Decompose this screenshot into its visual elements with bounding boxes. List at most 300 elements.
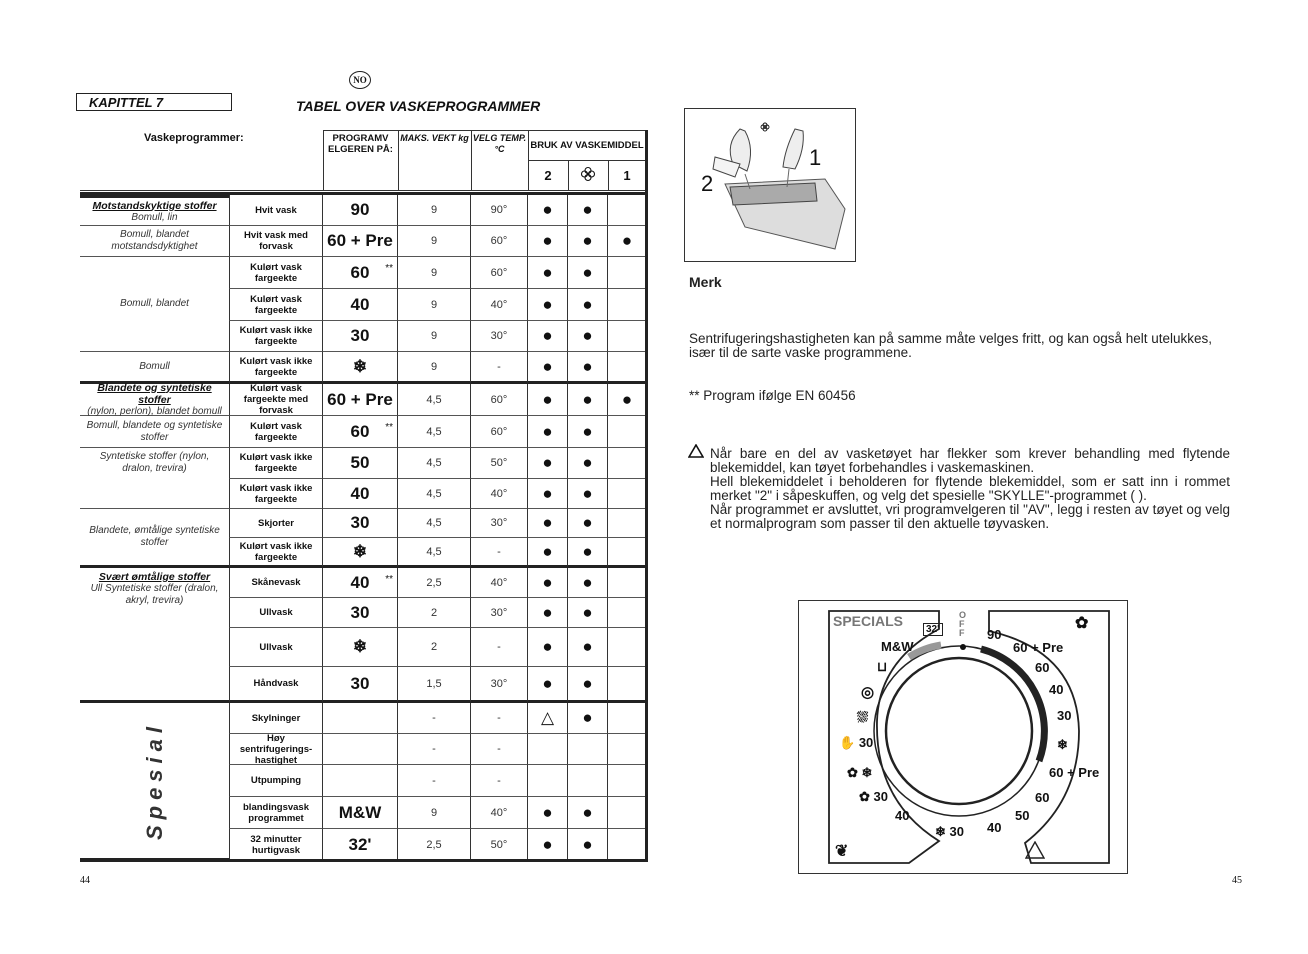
row-14-prog-text: Ullvask <box>259 641 293 653</box>
row-16-prog <box>229 703 323 734</box>
row-11-kg-text: 4,5 <box>426 545 442 558</box>
row-6-prog <box>229 384 323 416</box>
row-12-temp-text: 40° <box>490 576 508 589</box>
row-11-d3-text: ● <box>582 541 593 561</box>
row-6-d2 <box>528 384 568 416</box>
row-14-d1 <box>608 628 647 667</box>
dial-wool-leaf-icon: ❦ <box>835 843 849 860</box>
row-15-d2 <box>528 667 568 703</box>
header-det-1: 1 <box>608 161 646 191</box>
row-20-d2 <box>528 829 568 861</box>
row-16-kg <box>398 703 471 734</box>
dial-label-50: 50 <box>1015 808 1030 823</box>
category-6 <box>80 448 229 509</box>
row-11-prog <box>229 538 323 568</box>
row-12-star: ** <box>385 574 393 585</box>
row-2-d1 <box>608 257 647 289</box>
category-1 <box>80 226 229 257</box>
row-6-prog-text: Kulørt vask fargeekte med forvask <box>243 383 309 416</box>
row-3-kg <box>398 289 471 321</box>
row-4-d2 <box>528 321 568 352</box>
row-8-d2-text: ● <box>542 453 553 472</box>
row-11-temp <box>471 538 528 568</box>
row-6-knob-text: 60 + Pre <box>327 389 393 409</box>
row-14-d2 <box>528 628 568 667</box>
row-7-kg <box>398 416 471 448</box>
row-5-d3 <box>568 352 608 384</box>
row-19-prog <box>229 797 323 829</box>
row-14-knob <box>323 628 398 667</box>
row-17-knob <box>323 734 398 765</box>
category-8-text: Ull Syntetiske stoffer (dralon, akryl, trevira) <box>90 583 219 606</box>
row-0-d2 <box>528 195 568 226</box>
row-11-kg <box>398 538 471 568</box>
bleach-note-a: Når bare en del av vasketøyet har flekker som krever behandling med flytende blekemiddel, kan tøyet forbehandles i vaskemaskinen. <box>710 446 1230 475</box>
row-3-d1 <box>608 289 647 321</box>
row-8-d2 <box>528 448 568 479</box>
note-spin-speed: Sentrifugeringshastigheten kan på samme måte velges fritt, og kan også helt utelukkes, især til de sarte vaske programmene. <box>689 331 1213 360</box>
row-6-d3 <box>568 384 608 416</box>
row-7-d3-text: ● <box>582 421 593 441</box>
row-6-temp <box>471 384 528 416</box>
row-2-prog <box>229 257 323 289</box>
row-0-prog-text: Hvit vask <box>255 204 297 216</box>
row-9-temp <box>471 479 528 509</box>
row-10-temp-text: 30° <box>490 517 508 529</box>
row-10-knob <box>323 509 398 538</box>
row-15-knob <box>323 667 398 703</box>
row-20-kg <box>398 829 471 861</box>
row-17-kg-text: - <box>432 743 436 755</box>
row-12-d3-text: ● <box>582 572 593 592</box>
row-4-d1 <box>608 321 647 352</box>
header-temp: VELG TEMP. °C <box>471 131 528 191</box>
row-13-prog-text: Ullvask <box>259 607 293 618</box>
row-5-knob-text: ❄ <box>352 356 368 376</box>
dial-label-60pre: 60 + Pre <box>1013 640 1064 655</box>
row-20-knob <box>323 829 398 861</box>
row-5-temp <box>471 352 528 384</box>
row-17-d1 <box>608 734 647 765</box>
category-0-text: Bomull, lin <box>131 211 178 223</box>
row-16-d1 <box>608 703 647 734</box>
row-19-d3 <box>568 797 608 829</box>
dial-label-40-delicate: 40 <box>895 808 910 823</box>
row-10-d2 <box>528 509 568 538</box>
row-20-d2-text: ● <box>542 834 553 854</box>
row-9-d2 <box>528 479 568 509</box>
row-8-d1 <box>608 448 647 479</box>
row-17-kg <box>398 734 471 765</box>
row-14-kg-text: 2 <box>430 641 438 653</box>
row-1-temp <box>471 226 528 257</box>
row-12-d2 <box>528 568 568 598</box>
dial-label-60pre-synth: 60 + Pre <box>1049 765 1100 780</box>
row-9-d2-text: ● <box>542 483 553 503</box>
category-8-title: Svært ømtålige stoffer <box>98 571 211 583</box>
dial-label-cold-30: ❄ 30 <box>935 824 964 839</box>
row-4-kg-text: 9 <box>430 330 438 342</box>
row-12-d3 <box>568 568 608 598</box>
row-12-d1 <box>608 568 647 598</box>
row-9-kg <box>398 479 471 509</box>
row-20-d3-text: ● <box>582 834 593 854</box>
flower-softener-icon <box>568 161 608 191</box>
row-8-temp <box>471 448 528 479</box>
row-7-knob <box>323 416 398 448</box>
dial-mw: M&W <box>881 639 914 654</box>
row-10-kg-text: 4,5 <box>426 517 442 529</box>
row-2-kg-text: 9 <box>430 266 438 279</box>
row-17-prog-text: Høy sentrifugerings-hastighet <box>239 732 313 766</box>
row-13-d2 <box>528 598 568 628</box>
row-18-temp <box>471 765 528 797</box>
category-2 <box>80 257 229 352</box>
row-5-kg-text: 9 <box>430 360 438 373</box>
row-8-d3 <box>568 448 608 479</box>
row-19-knob-text: M&W <box>338 802 382 822</box>
row-4-knob <box>323 321 398 352</box>
category-9 <box>80 703 229 861</box>
row-15-d3-text: ● <box>582 673 593 693</box>
row-2-d2-text: ● <box>542 262 553 282</box>
row-7-knob-text: 60 <box>350 421 370 441</box>
row-16-prog-text: Skylninger <box>251 712 301 724</box>
row-1-knob-text: 60 + Pre <box>327 231 393 250</box>
row-1-kg-text: 9 <box>430 235 438 247</box>
row-7-prog <box>229 416 323 448</box>
row-4-prog <box>229 321 323 352</box>
row-17-prog <box>229 734 323 765</box>
row-14-prog <box>229 628 323 667</box>
row-1-kg <box>398 226 471 257</box>
category-6-text: Syntetiske stoffer (nylon, dralon, trevira) <box>99 451 210 474</box>
row-9-knob <box>323 479 398 509</box>
row-6-d1-text: ● <box>621 389 633 409</box>
language-badge: NO <box>349 71 371 89</box>
row-16-d2 <box>528 703 568 734</box>
row-19-d2 <box>528 797 568 829</box>
row-4-d3-text: ● <box>582 326 593 345</box>
row-20-temp <box>471 829 528 861</box>
row-2-knob <box>323 257 398 289</box>
row-20-d1 <box>608 829 647 861</box>
row-11-d1 <box>608 538 647 568</box>
row-13-d3 <box>568 598 608 628</box>
header-programmes: Vaskeprogrammer: <box>80 131 323 191</box>
dial-label-30: 30 <box>1057 708 1072 723</box>
row-19-d1 <box>608 797 647 829</box>
note-title: Merk <box>689 274 722 290</box>
row-4-temp-text: 30° <box>490 330 508 342</box>
row-8-knob <box>323 448 398 479</box>
row-5-prog <box>229 352 323 384</box>
row-5-knob <box>323 352 398 384</box>
category-4 <box>80 381 229 417</box>
row-1-temp-text: 60° <box>490 235 508 247</box>
row-1-d2-text: ● <box>542 231 553 250</box>
row-15-d3 <box>568 667 608 703</box>
row-20-kg-text: 2,5 <box>426 838 442 851</box>
row-1-prog <box>229 226 323 257</box>
row-11-knob-text: ❄ <box>352 541 368 561</box>
row-17-d3 <box>568 734 608 765</box>
dial-label-60: 60 <box>1035 660 1050 675</box>
page-number-left: 44 <box>80 875 90 886</box>
row-15-kg-text: 1,5 <box>426 677 442 690</box>
dial-spin-icon: ◎ <box>861 684 875 701</box>
row-3-d2-text: ● <box>542 294 553 314</box>
row-19-d2-text: ● <box>542 802 553 822</box>
row-2-prog-text: Kulørt vask fargeekte <box>250 261 302 284</box>
row-16-d2-text: △ <box>540 708 555 727</box>
row-7-star: ** <box>385 422 393 433</box>
dial-wool-cold-icon: ✿ ❄ <box>847 765 873 780</box>
row-9-d3 <box>568 479 608 509</box>
row-20-prog-text: 32 minutter hurtigvask <box>250 833 302 856</box>
header-selector: PROGRAMV ELGEREN PÅ: <box>323 131 398 191</box>
category-5 <box>80 416 229 448</box>
dial-specials: SPECIALS <box>833 613 904 629</box>
dial-off: OFF <box>959 610 967 638</box>
row-7-temp-text: 60° <box>490 425 508 438</box>
row-13-kg-text: 2 <box>430 606 438 619</box>
row-10-d3 <box>568 509 608 538</box>
row-0-d3-text: ● <box>582 200 593 219</box>
row-13-d1 <box>608 598 647 628</box>
row-9-prog <box>229 479 323 509</box>
row-13-d3-text: ● <box>582 602 593 622</box>
row-2-d2 <box>528 257 568 289</box>
row-3-knob <box>323 289 398 321</box>
row-18-knob <box>323 765 398 797</box>
row-0-knob <box>323 195 398 226</box>
row-0-knob-text: 90 <box>350 200 370 219</box>
row-13-d2-text: ● <box>542 602 553 622</box>
row-5-d2 <box>528 352 568 384</box>
category-5-text: Bomull, blandete og syntetiske stoffer <box>86 419 223 443</box>
row-11-prog-text: Kulørt vask ikke fargeekte <box>239 540 313 563</box>
dial-label-40-synth: 40 <box>987 820 1002 835</box>
bleach-note-b: Hell blekemiddelet i beholderen for flytende blekemiddel, som er satt inn i rommet merket "2" i såpeskuffen, og velg det spesielle "SKYLLE"-programmet ( ). <box>710 474 1230 503</box>
row-3-d3 <box>568 289 608 321</box>
row-18-temp-text: - <box>497 774 501 787</box>
row-11-d3 <box>568 538 608 568</box>
row-4-knob-text: 30 <box>350 326 370 345</box>
row-17-d2 <box>528 734 568 765</box>
row-16-d3 <box>568 703 608 734</box>
row-15-knob-text: 30 <box>350 673 370 693</box>
row-3-prog-text: Kulørt vask fargeekte <box>250 293 302 316</box>
row-3-d2 <box>528 289 568 321</box>
row-6-kg <box>398 384 471 416</box>
row-15-temp <box>471 667 528 703</box>
row-2-d3-text: ● <box>582 262 593 282</box>
row-4-d2-text: ● <box>542 326 553 345</box>
row-11-d2-text: ● <box>542 541 553 561</box>
category-8 <box>80 568 229 703</box>
row-12-knob <box>323 568 398 598</box>
row-18-prog-text: Utpumping <box>250 775 302 786</box>
bleach-note-c: Når programmet er avsluttet, vri programvelgeren til "AV", legg i resten av tøyet og velg et normalprogram som passer til den aktuelle tøyvasken. <box>710 502 1230 531</box>
dial-32min: 32' <box>923 623 943 636</box>
row-1-d1 <box>608 226 647 257</box>
dial-cold-icon: ❄ <box>1057 737 1068 752</box>
row-10-d2-text: ● <box>542 513 553 532</box>
dial-cotton-icon: ✿ <box>1075 615 1089 632</box>
row-7-d1 <box>608 416 647 448</box>
header-det-2: 2 <box>528 161 568 191</box>
row-5-d3-text: ● <box>582 356 593 376</box>
row-13-temp <box>471 598 528 628</box>
table-title: TABEL OVER VASKEPROGRAMMER <box>296 98 541 114</box>
row-8-knob-text: 50 <box>350 453 370 472</box>
row-12-prog-text: Skånevask <box>251 577 301 588</box>
row-16-d3-text: ● <box>582 708 593 727</box>
row-15-d1 <box>608 667 647 703</box>
row-8-kg <box>398 448 471 479</box>
row-8-d3-text: ● <box>582 453 593 472</box>
row-8-temp-text: 50° <box>490 457 508 469</box>
row-1-d2 <box>528 226 568 257</box>
row-2-knob-text: 60 <box>350 262 370 282</box>
row-3-d3-text: ● <box>582 294 593 314</box>
row-7-d3 <box>568 416 608 448</box>
row-12-temp <box>471 568 528 598</box>
row-7-d2-text: ● <box>542 421 553 441</box>
row-15-prog-text: Håndvask <box>253 678 299 689</box>
warning-triangle-icon <box>688 444 704 463</box>
programme-table <box>80 130 647 191</box>
dial-label-wool-30: ✿ 30 <box>859 789 888 804</box>
row-14-kg <box>398 628 471 667</box>
row-9-kg-text: 4,5 <box>426 487 442 500</box>
row-16-kg-text: - <box>432 712 436 724</box>
row-17-temp <box>471 734 528 765</box>
row-2-temp-text: 60° <box>490 266 508 279</box>
row-11-temp-text: - <box>497 545 501 558</box>
row-2-d3 <box>568 257 608 289</box>
row-19-kg <box>398 797 471 829</box>
row-18-d3 <box>568 765 608 797</box>
row-8-prog <box>229 448 323 479</box>
row-14-d3-text: ● <box>582 637 593 656</box>
row-12-d2-text: ● <box>542 572 553 592</box>
row-19-prog-text: blandingsvask programmet <box>243 801 309 824</box>
note-en60456: ** Program ifølge EN 60456 <box>689 388 856 403</box>
page-number-right: 45 <box>1232 875 1242 886</box>
row-2-kg <box>398 257 471 289</box>
row-0-kg-text: 9 <box>430 204 438 216</box>
row-13-knob-text: 30 <box>350 602 370 622</box>
table-right-border <box>645 130 648 862</box>
row-1-d1-text: ● <box>621 231 633 250</box>
row-1-knob <box>323 226 398 257</box>
row-18-kg-text: - <box>432 774 436 787</box>
row-10-temp <box>471 509 528 538</box>
row-6-d1 <box>608 384 647 416</box>
dial-label-handwash-30: ✋ 30 <box>839 735 874 750</box>
row-6-d3-text: ● <box>582 389 593 409</box>
row-3-kg-text: 9 <box>430 298 438 311</box>
row-5-d1 <box>608 352 647 384</box>
row-0-kg <box>398 195 471 226</box>
bleach-note <box>710 447 1230 531</box>
row-8-kg-text: 4,5 <box>426 457 442 469</box>
row-13-kg <box>398 598 471 628</box>
dispenser-label-2: 2 <box>701 171 714 196</box>
row-16-temp-text: - <box>497 712 501 724</box>
row-15-prog <box>229 667 323 703</box>
dial-drain-icon: ⊔ <box>877 659 888 674</box>
row-15-kg <box>398 667 471 703</box>
row-1-prog-text: Hvit vask med forvask <box>244 230 308 252</box>
category-0 <box>80 195 229 226</box>
row-0-d2-text: ● <box>542 200 553 219</box>
row-16-knob <box>323 703 398 734</box>
category-3 <box>80 352 229 384</box>
row-0-d3 <box>568 195 608 226</box>
category-2-text: Bomull, blandet <box>120 298 189 309</box>
category-3-text: Bomull <box>139 360 170 372</box>
category-7 <box>80 509 229 568</box>
row-20-prog <box>229 829 323 861</box>
row-2-temp <box>471 257 528 289</box>
row-9-d1 <box>608 479 647 509</box>
category-1-text: Bomull, blandet motstandsdyktighet <box>111 229 198 252</box>
row-15-d2-text: ● <box>542 673 553 693</box>
row-7-d2 <box>528 416 568 448</box>
row-5-prog-text: Kulørt vask ikke fargeekte <box>239 355 313 378</box>
row-5-temp-text: - <box>497 360 501 373</box>
row-4-d3 <box>568 321 608 352</box>
row-11-knob <box>323 538 398 568</box>
row-3-prog <box>229 289 323 321</box>
detergent-dispenser-illustration <box>684 108 856 262</box>
row-7-prog-text: Kulørt vask fargeekte <box>250 420 302 443</box>
row-9-knob-text: 40 <box>350 483 370 503</box>
row-14-d2-text: ● <box>542 637 553 656</box>
dial-rinse-icon: ⛆ <box>857 709 869 725</box>
row-19-temp <box>471 797 528 829</box>
row-12-kg-text: 2,5 <box>426 576 442 589</box>
row-9-d3-text: ● <box>582 483 593 503</box>
row-6-d2-text: ● <box>542 389 553 409</box>
row-3-temp <box>471 289 528 321</box>
row-6-knob <box>323 384 398 416</box>
row-13-temp-text: 30° <box>490 606 508 619</box>
header-max-weight: MAKS. VEKT kg <box>398 131 471 191</box>
row-20-d3 <box>568 829 608 861</box>
row-10-prog-text: Skjorter <box>258 517 294 529</box>
row-9-prog-text: Kulørt vask ikke fargeekte <box>239 482 313 505</box>
row-10-prog <box>229 509 323 538</box>
row-16-temp <box>471 703 528 734</box>
row-13-knob <box>323 598 398 628</box>
table-bottom-border <box>80 859 647 862</box>
dial-delicate-triangle-icon <box>1025 841 1045 862</box>
row-10-knob-text: 30 <box>350 513 370 532</box>
row-9-temp-text: 40° <box>490 487 508 500</box>
chapter-label: KAPITTEL 7 <box>76 93 232 111</box>
row-10-d1 <box>608 509 647 538</box>
row-4-prog-text: Kulørt vask ikke fargeekte <box>239 325 313 347</box>
row-12-knob-text: 40 <box>350 572 370 592</box>
category-4-text: (nylon, perlon), blandet bomull <box>87 405 222 417</box>
row-4-kg <box>398 321 471 352</box>
row-0-d1 <box>608 195 647 226</box>
row-2-star: ** <box>385 263 393 274</box>
